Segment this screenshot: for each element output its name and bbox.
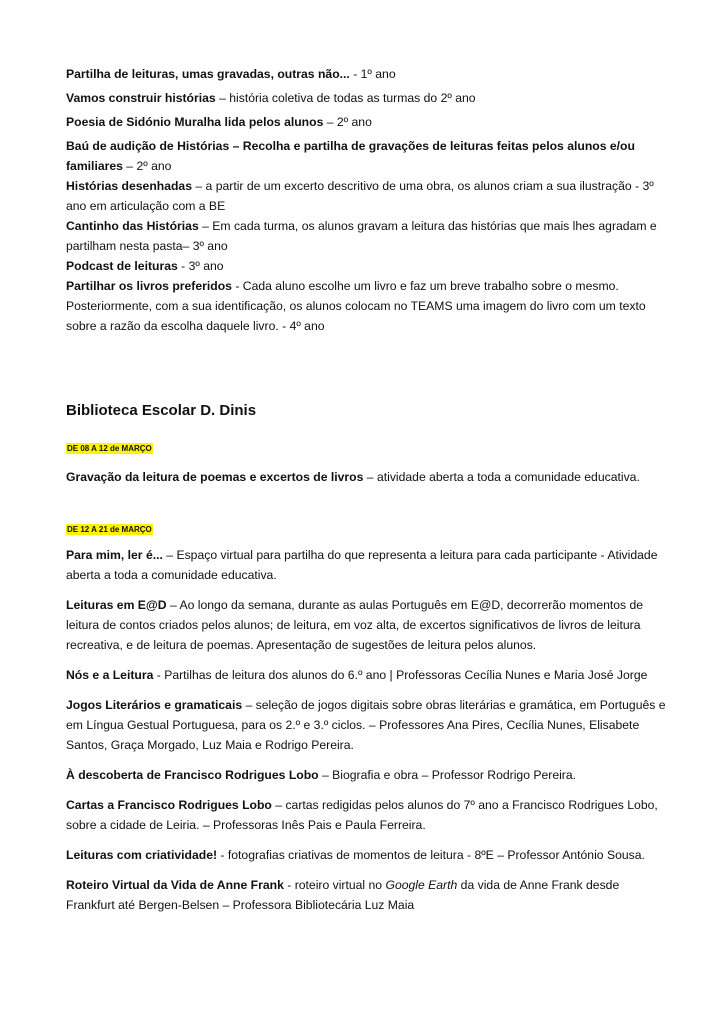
activity-emphasis: Google Earth [385, 878, 458, 892]
activity-title: Jogos Literários e gramaticais [66, 698, 243, 712]
activity-item [66, 64, 666, 84]
activity-description: – Biografia e obra – Professor Rodrigo Pereira. [318, 768, 577, 782]
date-highlight: DE 12 A 21 de MARÇO [67, 525, 152, 534]
activity-item [66, 256, 666, 276]
activity-title: Histórias desenhadas [66, 179, 192, 193]
activity-description: - 1º ano [349, 67, 396, 81]
date-range-label [66, 519, 153, 537]
activity-description: – atividade aberta a toda a comunidade educativa. [363, 470, 640, 484]
date-highlight: DE 08 A 12 de MARÇO [67, 444, 152, 453]
activity-title: Para mim, ler é... [66, 548, 163, 562]
activity-description: – 2º ano [323, 115, 372, 129]
activity-description: - fotografias criativas de momentos de leitura - 8ºE – Professor António Sousa. [217, 848, 645, 862]
activities-list-week-1 [66, 467, 666, 487]
activity-item [66, 595, 666, 655]
activity-item [66, 665, 666, 685]
activity-item [66, 216, 666, 256]
activity-title: Vamos construir histórias [66, 91, 216, 105]
activity-description: da vida de Anne Frank desde Frankfurt até Bergen-Belsen – Professora Bibliotecária Luz Maia [66, 878, 620, 912]
activity-description: – cartas redigidas pelos alunos do 7º ano a Francisco Rodrigues Lobo, sobre a cidade de Leiria. – Professoras Inês Pais e Paula Ferreira. [66, 798, 658, 832]
activity-description: – Espaço virtual para partilha do que representa a leitura para cada participante - Atividade aberta a toda a comunidade educativa. [66, 548, 658, 582]
activity-description: – 2º ano [122, 159, 172, 173]
activity-title: Cartas a Francisco Rodrigues Lobo [66, 798, 272, 812]
activity-title: Leituras com criatividade! [66, 848, 218, 862]
activity-description: – a partir de um excerto descritivo de uma obra, os alunos criam a sua ilustração - 3º ano em articulação com a BE [66, 179, 654, 213]
activity-title: Poesia de Sidónio Muralha lida pelos alunos [66, 115, 324, 129]
activity-title: Gravação da leitura de poemas e excertos de livros [66, 470, 364, 484]
activity-item [66, 112, 666, 132]
activity-title: Baú de audição de Histórias – Recolha e partilha de gravações de leituras feitas pelos alunos e/ou familiares [66, 139, 635, 173]
activity-item [66, 88, 666, 108]
activity-title: Partilha de leituras, umas gravadas, outras não... [66, 67, 350, 81]
activity-item [66, 176, 666, 216]
activity-item [66, 695, 666, 755]
activity-title: À descoberta de Francisco Rodrigues Lobo [66, 768, 319, 782]
activity-description: - roteiro virtual no [283, 878, 386, 892]
activities-list-week-2 [66, 545, 666, 925]
activity-item [66, 545, 666, 585]
activity-title: Nós e a Leitura [66, 668, 154, 682]
activities-list-top [66, 64, 666, 336]
section-heading: Biblioteca Escolar D. Dinis [66, 402, 257, 419]
activity-item [66, 845, 666, 865]
activity-item [66, 875, 666, 915]
activity-title: Partilhar os livros preferidos [66, 279, 232, 293]
activity-item [66, 136, 666, 176]
activity-description: - Partilhas de leitura dos alunos do 6.º ano | Professoras Cecília Nunes e Maria José Jorge [153, 668, 648, 682]
activity-description: – Ao longo da semana, durante as aulas Português em E@D, decorrerão momentos de leitura de contos criados pelos alunos; de leitura, em voz alta, de excertos significativos de livros de leitura recreativa, e de leitura de poemas. Apresentação de sugestões de leitura pelos alunos. [66, 598, 644, 652]
activity-description: - Cada aluno escolhe um livro e faz um breve trabalho sobre o mesmo. Posteriormente, com a sua identificação, os alunos colocam no TEAMS uma imagem do livro com um texto sobre a razão da escolha daquele livro. - 4º ano [66, 279, 646, 333]
activity-description: – história coletiva de todas as turmas do 2º ano [215, 91, 476, 105]
activity-item [66, 795, 666, 835]
date-range-label [66, 438, 153, 456]
activity-title: Roteiro Virtual da Vida de Anne Frank [66, 878, 284, 892]
activity-description: – Em cada turma, os alunos gravam a leitura das histórias que mais lhes agradam e partilham nesta pasta– 3º ano [66, 219, 657, 253]
activity-title: Podcast de leituras [66, 259, 178, 273]
activity-item [66, 276, 666, 336]
activity-description: - 3º ano [177, 259, 224, 273]
activity-title: Cantinho das Histórias [66, 219, 199, 233]
activity-description: – seleção de jogos digitais sobre obras literárias e gramática, em Português e em Língua Gestual Portuguesa, para os 2.º e 3.º ciclos. – Professores Ana Pires, Cecília Nunes, Elisabete Santos, Graça Morgado, Luz Maia e Rodrigo Pereira. [66, 698, 666, 752]
activity-item [66, 467, 666, 487]
activity-title: Leituras em E@D [66, 598, 167, 612]
activity-item [66, 765, 666, 785]
